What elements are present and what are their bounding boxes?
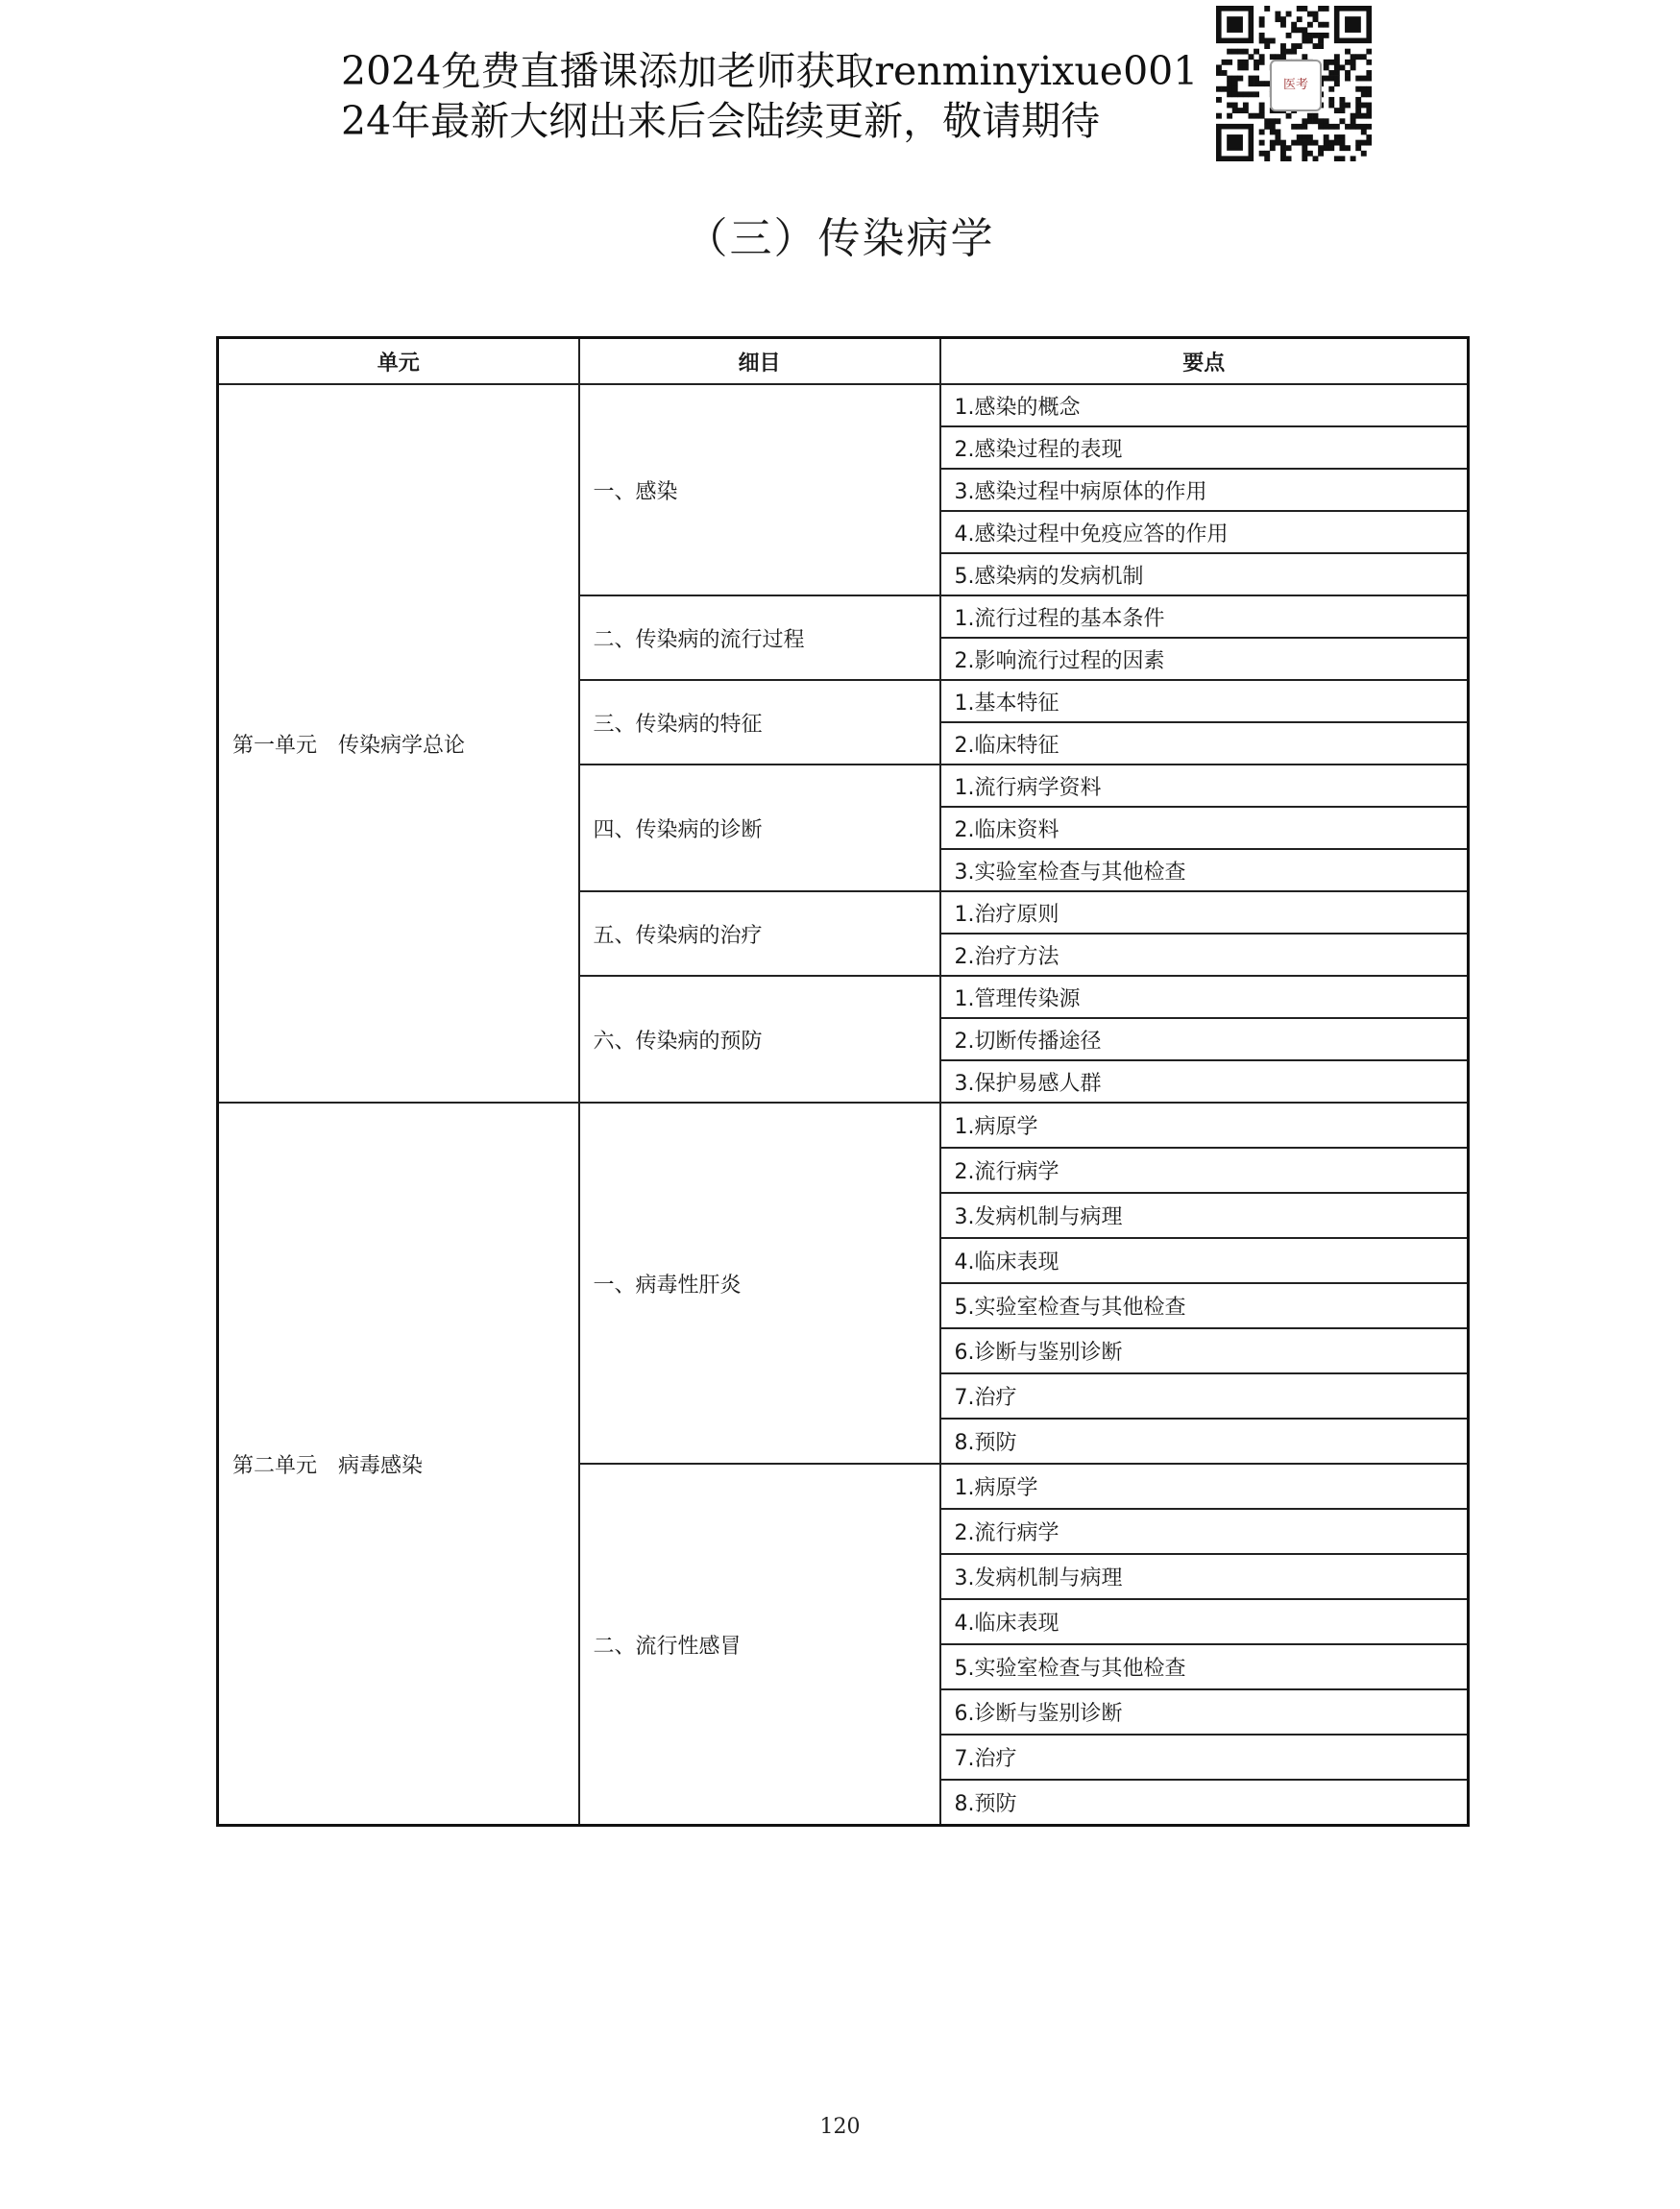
unit-cell: 第二单元 病毒感染: [218, 1103, 579, 1826]
point-cell: 1.感染的概念: [940, 384, 1469, 426]
point-cell: 1.治疗原则: [940, 891, 1469, 934]
header-point: 要点: [940, 338, 1469, 385]
promo-banner: [341, 46, 1198, 146]
point-cell: 3.感染过程中病原体的作用: [940, 469, 1469, 511]
point-cell: 6.诊断与鉴别诊断: [940, 1328, 1469, 1373]
point-cell: 2.影响流行过程的因素: [940, 638, 1469, 680]
point-cell: 1.流行病学资料: [940, 765, 1469, 807]
header-unit: 单元: [218, 338, 579, 385]
header-item: 细目: [579, 338, 940, 385]
point-cell: 1.管理传染源: [940, 976, 1469, 1018]
point-cell: 4.感染过程中免疫应答的作用: [940, 511, 1469, 553]
promo-line-1: 2024免费直播课添加老师获取renminyixue001: [341, 48, 1199, 94]
unit-cell: 第一单元 传染病学总论: [218, 384, 579, 1103]
point-cell: 2.流行病学: [940, 1509, 1469, 1554]
point-cell: 4.临床表现: [940, 1238, 1469, 1283]
item-cell: 六、传染病的预防: [579, 976, 940, 1103]
point-cell: 2.临床资料: [940, 807, 1469, 849]
page-number: 120: [819, 2115, 861, 2139]
point-cell: 2.治疗方法: [940, 934, 1469, 976]
table-header-row: [218, 338, 1469, 385]
item-cell: 二、流行性感冒: [579, 1464, 940, 1826]
item-cell: 一、感染: [579, 384, 940, 595]
point-cell: 2.临床特征: [940, 722, 1469, 765]
point-cell: 6.诊断与鉴别诊断: [940, 1689, 1469, 1735]
point-cell: 1.病原学: [940, 1103, 1469, 1148]
item-cell: 一、病毒性肝炎: [579, 1103, 940, 1464]
point-cell: 2.切断传播途径: [940, 1018, 1469, 1060]
point-cell: 2.流行病学: [940, 1148, 1469, 1193]
syllabus-table: [216, 336, 1470, 1827]
table-row: [218, 1103, 1469, 1148]
point-cell: 3.保护易感人群: [940, 1060, 1469, 1103]
point-cell: 5.实验室检查与其他检查: [940, 1283, 1469, 1328]
item-cell: 二、传染病的流行过程: [579, 595, 940, 680]
point-cell: 5.实验室检查与其他检查: [940, 1644, 1469, 1689]
point-cell: 1.病原学: [940, 1464, 1469, 1509]
point-cell: 1.流行过程的基本条件: [940, 595, 1469, 638]
point-cell: 7.治疗: [940, 1373, 1469, 1419]
item-cell: 五、传染病的治疗: [579, 891, 940, 976]
qr-logo-badge: 医考: [1270, 60, 1322, 111]
point-cell: 1.基本特征: [940, 680, 1469, 722]
qr-code[interactable]: [1216, 6, 1372, 161]
point-cell: 3.实验室检查与其他检查: [940, 849, 1469, 891]
point-cell: 3.发病机制与病理: [940, 1554, 1469, 1599]
page-title: （三）传染病学: [685, 214, 995, 263]
item-cell: 三、传染病的特征: [579, 680, 940, 765]
point-cell: 7.治疗: [940, 1735, 1469, 1780]
promo-line-2: 24年最新大纲出来后会陆续更新，敬请期待: [341, 98, 1101, 144]
point-cell: 4.临床表现: [940, 1599, 1469, 1644]
point-cell: 3.发病机制与病理: [940, 1193, 1469, 1238]
item-cell: 四、传染病的诊断: [579, 765, 940, 891]
point-cell: 8.预防: [940, 1780, 1469, 1826]
table-row: [218, 384, 1469, 426]
point-cell: 8.预防: [940, 1419, 1469, 1464]
point-cell: 2.感染过程的表现: [940, 426, 1469, 469]
point-cell: 5.感染病的发病机制: [940, 553, 1469, 595]
